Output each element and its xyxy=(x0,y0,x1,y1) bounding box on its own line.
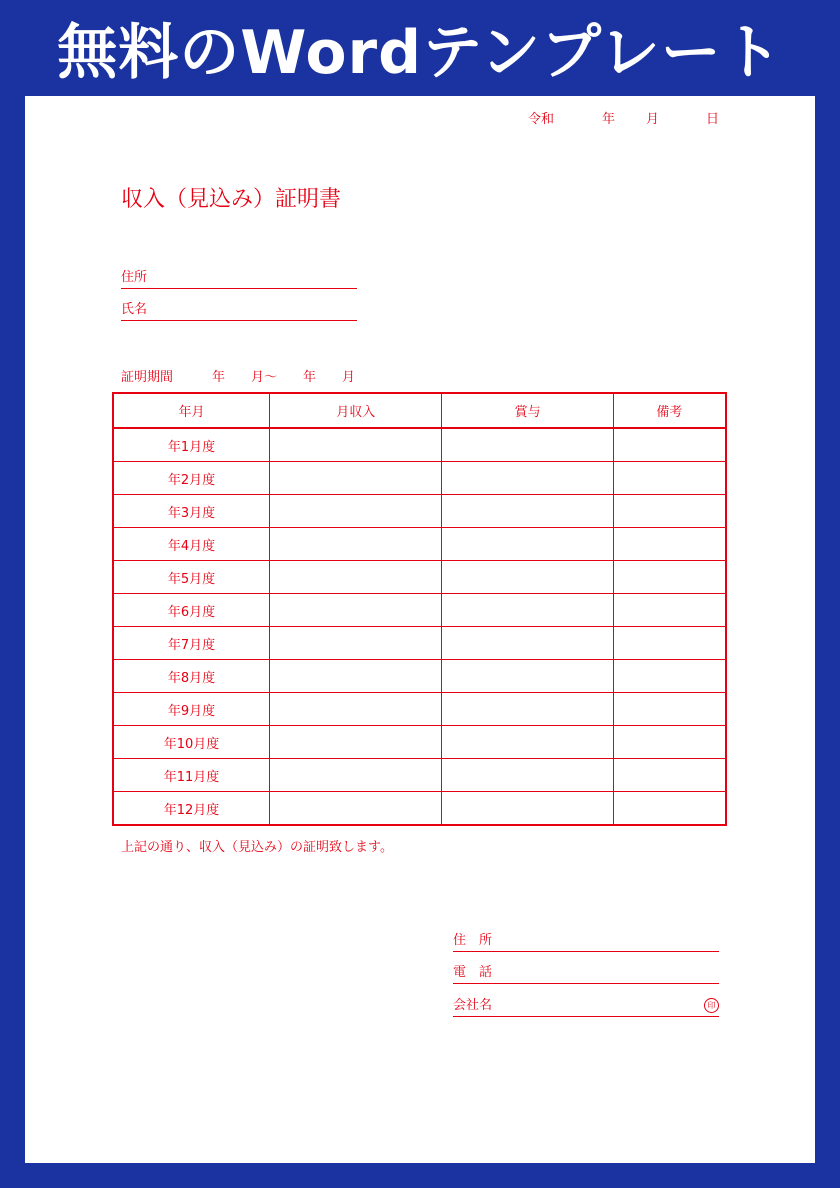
date-month: 月 xyxy=(645,112,659,127)
name-label: 氏名 xyxy=(121,302,148,317)
bonus-cell[interactable] xyxy=(442,428,613,462)
remarks-cell[interactable] xyxy=(613,627,726,660)
month-label: 年4月度 xyxy=(113,528,269,561)
month-label: 年6月度 xyxy=(113,594,269,627)
bonus-cell[interactable] xyxy=(442,594,613,627)
header-year-month: 年月 xyxy=(113,393,269,428)
table-row xyxy=(113,792,726,826)
signature-phone-label: 電 話 xyxy=(453,965,493,980)
income-cell[interactable] xyxy=(269,627,441,660)
income-cell[interactable] xyxy=(269,561,441,594)
table-row xyxy=(113,693,726,726)
income-cell[interactable] xyxy=(269,594,441,627)
signature-address-field[interactable] xyxy=(453,931,719,952)
table-row xyxy=(113,561,726,594)
date-day: 日 xyxy=(705,112,719,127)
month-label: 年9月度 xyxy=(113,693,269,726)
bonus-cell[interactable] xyxy=(442,495,613,528)
month-label: 年1月度 xyxy=(113,428,269,462)
month-label: 年5月度 xyxy=(113,561,269,594)
name-field[interactable] xyxy=(121,300,357,321)
bonus-cell[interactable] xyxy=(442,660,613,693)
month-label: 年10月度 xyxy=(113,726,269,759)
remarks-cell[interactable] xyxy=(613,759,726,792)
signature-company-field[interactable] xyxy=(453,996,719,1017)
income-cell[interactable] xyxy=(269,528,441,561)
certification-period: 証明期間 年 月～ 年 月 xyxy=(121,370,356,385)
bonus-cell[interactable] xyxy=(442,561,613,594)
bonus-cell[interactable] xyxy=(442,627,613,660)
month-label: 年12月度 xyxy=(113,792,269,826)
month-label: 年11月度 xyxy=(113,759,269,792)
income-table xyxy=(112,392,727,826)
date-line xyxy=(528,108,719,127)
income-cell[interactable] xyxy=(269,428,441,462)
bonus-cell[interactable] xyxy=(442,726,613,759)
header-remarks: 備考 xyxy=(613,393,726,428)
table-row xyxy=(113,495,726,528)
bonus-cell[interactable] xyxy=(442,462,613,495)
header-monthly-income: 月収入 xyxy=(269,393,441,428)
table-row xyxy=(113,627,726,660)
remarks-cell[interactable] xyxy=(613,428,726,462)
remarks-cell[interactable] xyxy=(613,693,726,726)
bonus-cell[interactable] xyxy=(442,693,613,726)
month-label: 年8月度 xyxy=(113,660,269,693)
seal-mark: 印 xyxy=(704,998,719,1013)
table-row xyxy=(113,594,726,627)
remarks-cell[interactable] xyxy=(613,528,726,561)
income-cell[interactable] xyxy=(269,792,441,826)
bonus-cell[interactable] xyxy=(442,792,613,826)
date-era: 令和 xyxy=(527,112,554,127)
address-label: 住所 xyxy=(121,270,148,285)
remarks-cell[interactable] xyxy=(613,792,726,826)
document-sheet xyxy=(25,96,815,1163)
bonus-cell[interactable] xyxy=(442,528,613,561)
signature-address-label: 住 所 xyxy=(453,933,493,948)
month-label: 年2月度 xyxy=(113,462,269,495)
document-title: 収入（見込み）証明書 xyxy=(121,187,342,212)
remarks-cell[interactable] xyxy=(613,660,726,693)
date-year: 年 xyxy=(601,112,615,127)
table-row xyxy=(113,759,726,792)
table-row xyxy=(113,726,726,759)
income-cell[interactable] xyxy=(269,462,441,495)
address-field[interactable] xyxy=(121,268,357,289)
banner-title: 無料のWordテンプレート xyxy=(57,18,783,88)
table-row xyxy=(113,528,726,561)
income-cell[interactable] xyxy=(269,693,441,726)
month-label: 年3月度 xyxy=(113,495,269,528)
header-bonus: 賞与 xyxy=(442,393,613,428)
remarks-cell[interactable] xyxy=(613,594,726,627)
remarks-cell[interactable] xyxy=(613,726,726,759)
income-cell[interactable] xyxy=(269,726,441,759)
table-row xyxy=(113,660,726,693)
table-row xyxy=(113,462,726,495)
table-row xyxy=(113,428,726,462)
remarks-cell[interactable] xyxy=(613,561,726,594)
bonus-cell[interactable] xyxy=(442,759,613,792)
certification-note: 上記の通り、収入（見込み）の証明致します。 xyxy=(121,840,393,855)
month-label: 年7月度 xyxy=(113,627,269,660)
remarks-cell[interactable] xyxy=(613,495,726,528)
income-cell[interactable] xyxy=(269,660,441,693)
income-cell[interactable] xyxy=(269,495,441,528)
income-cell[interactable] xyxy=(269,759,441,792)
remarks-cell[interactable] xyxy=(613,462,726,495)
signature-company-label: 会社名 xyxy=(453,998,493,1013)
signature-phone-field[interactable] xyxy=(453,963,719,984)
